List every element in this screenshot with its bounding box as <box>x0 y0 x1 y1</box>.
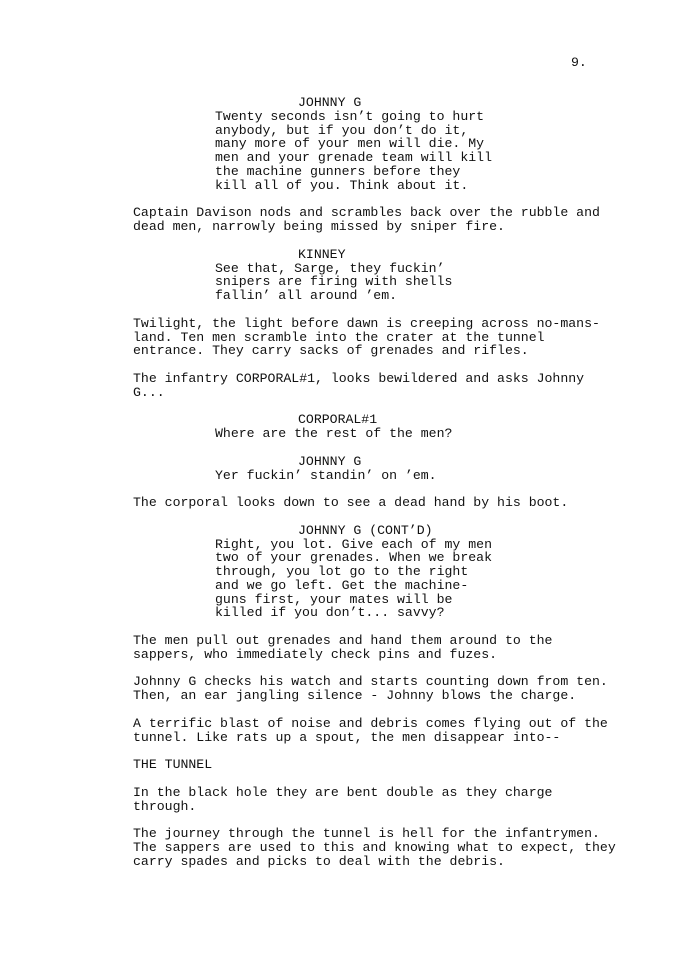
dialogue-line: snipers are firing with shells <box>215 274 453 290</box>
dialogue-line: Yer fuckin’ standin’ on ’em. <box>215 467 437 483</box>
action-paragraph <box>133 206 633 234</box>
dialogue-text <box>133 538 515 621</box>
action-line: carry spades and picks to deal with the debris. <box>133 853 505 869</box>
dialogue-text <box>133 469 515 483</box>
character-cue: CORPORAL#1 <box>298 412 378 428</box>
dialogue-block <box>133 96 633 193</box>
action-line: dead men, narrowly being missed by sniper fire. <box>133 219 505 235</box>
dialogue-block <box>133 413 633 441</box>
dialogue-line: fallin’ all around ’em. <box>215 288 398 304</box>
dialogue-line: men and your grenade team will kill <box>215 150 492 166</box>
dialogue-line: Where are the rest of the men? <box>215 426 453 442</box>
action-line: The sappers are used to this and knowing what to expect, they <box>133 840 616 856</box>
dialogue-line: kill all of you. Think about it. <box>215 177 469 193</box>
action-paragraph <box>133 675 633 703</box>
dialogue-line: guns first, your mates will be <box>215 591 453 607</box>
dialogue-block <box>133 455 633 483</box>
dialogue-line: killed if you don’t... savvy? <box>215 605 445 621</box>
character-cue: JOHNNY G (CONT’D) <box>298 522 433 538</box>
action-line: Twilight, the light before dawn is creeping across no-mans- <box>133 315 600 331</box>
action-line: sappers, who immediately check pins and fuzes. <box>133 646 498 662</box>
dialogue-block <box>133 248 633 303</box>
action-paragraph <box>133 827 633 868</box>
scene-heading <box>133 758 633 772</box>
action-line: land. Ten men scramble into the crater at the tunnel <box>133 329 545 345</box>
dialogue-text <box>133 110 515 193</box>
action-line: In the black hole they are bent double as they charge <box>133 784 553 800</box>
dialogue-line: many more of your men will die. My <box>215 136 485 152</box>
action-line: Then, an ear jangling silence - Johnny blows the charge. <box>133 688 577 704</box>
action-paragraph <box>133 372 633 400</box>
dialogue-text <box>133 427 515 441</box>
dialogue-block <box>133 524 633 621</box>
action-paragraph <box>133 717 633 745</box>
page-number: 9. <box>571 55 587 70</box>
dialogue-text <box>133 262 515 303</box>
script-body <box>133 96 633 882</box>
scene-heading-text: THE TUNNEL <box>133 757 213 773</box>
action-line: Johnny G checks his watch and starts counting down from ten. <box>133 674 608 690</box>
character-cue: JOHNNY G <box>298 453 362 469</box>
dialogue-line: the machine gunners before they <box>215 163 461 179</box>
character-cue: JOHNNY G <box>298 95 362 110</box>
action-line: The corporal looks down to see a dead hand by his boot. <box>133 495 569 511</box>
dialogue-line: and we go left. Get the machine- <box>215 577 469 593</box>
dialogue-line: two of your grenades. When we break <box>215 550 492 566</box>
action-line: G... <box>133 384 165 400</box>
character-cue: KINNEY <box>298 246 346 262</box>
action-paragraph <box>133 317 633 358</box>
action-line: through. <box>133 798 197 814</box>
action-line: Captain Davison nods and scrambles back over the rubble and <box>133 205 600 221</box>
action-line: The men pull out grenades and hand them around to the <box>133 633 553 649</box>
dialogue-line: Twenty seconds isn’t going to hurt <box>215 108 485 124</box>
dialogue-line: Right, you lot. Give each of my men <box>215 536 492 552</box>
action-line: tunnel. Like rats up a spout, the men disappear into-- <box>133 729 561 745</box>
dialogue-line: anybody, but if you don’t do it, <box>215 122 469 138</box>
action-paragraph <box>133 496 633 510</box>
dialogue-line: through, you lot go to the right <box>215 564 469 580</box>
action-line: entrance. They carry sacks of grenades and rifles. <box>133 343 529 359</box>
action-paragraph <box>133 634 633 662</box>
action-line: A terrific blast of noise and debris comes flying out of the <box>133 715 608 731</box>
action-line: The journey through the tunnel is hell for the infantrymen. <box>133 826 600 842</box>
action-line: The infantry CORPORAL#1, looks bewildered and asks Johnny <box>133 370 585 386</box>
dialogue-line: See that, Sarge, they fuckin’ <box>215 260 445 276</box>
action-paragraph <box>133 786 633 814</box>
